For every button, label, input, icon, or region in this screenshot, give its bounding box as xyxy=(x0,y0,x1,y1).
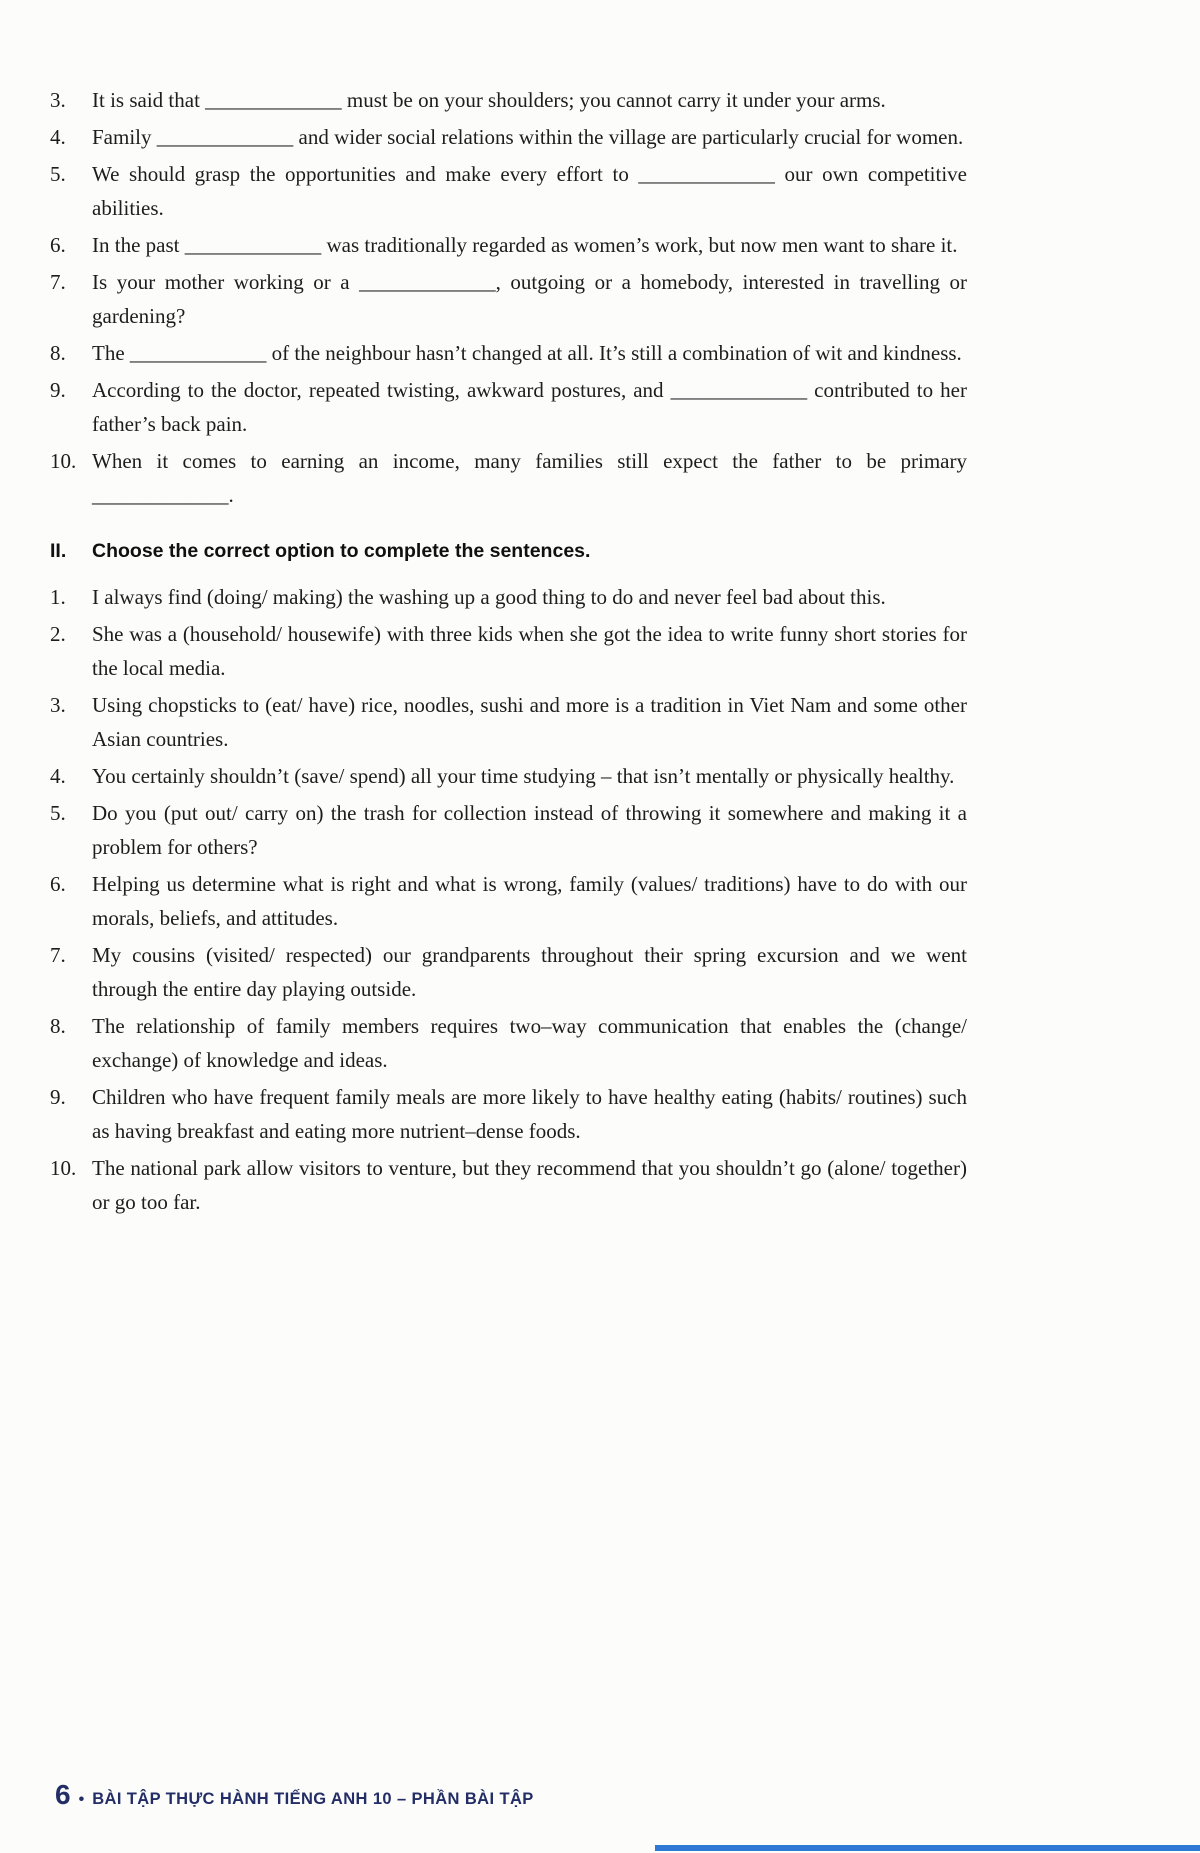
item-text: I always find (doing/ making) the washing up a good thing to do and never feel bad about this. xyxy=(92,585,886,609)
exercise-item xyxy=(50,83,967,117)
item-number: 9. xyxy=(50,378,66,402)
item-number: 10. xyxy=(50,449,77,473)
item-number: 7. xyxy=(50,270,66,294)
exercise-item xyxy=(50,265,967,333)
exercise-item xyxy=(50,688,967,756)
exercise-item xyxy=(50,580,967,614)
item-number: 3. xyxy=(50,88,66,112)
section-heading xyxy=(50,536,967,566)
item-number: 9. xyxy=(50,1085,66,1109)
item-text: Is your mother working or a _____________, outgoing or a homebody, interested in travelling or gardening? xyxy=(92,270,967,328)
item-text: She was a (household/ housewife) with three kids when she got the idea to write funny short stories for the local media. xyxy=(92,622,967,680)
exercise-item xyxy=(50,1009,967,1077)
item-number: 10. xyxy=(50,1156,77,1180)
item-text: Using chopsticks to (eat/ have) rice, noodles, sushi and more is a tradition in Viet Nam and some other Asian countries. xyxy=(92,693,967,751)
item-text: My cousins (visited/ respected) our grandparents throughout their spring excursion and we went through the entire day playing outside. xyxy=(92,943,967,1001)
exercise-item xyxy=(50,228,967,262)
item-text: We should grasp the opportunities and make every effort to _____________ our own competitive abilities. xyxy=(92,162,967,220)
exercise-item xyxy=(50,336,967,370)
item-number: 5. xyxy=(50,162,66,186)
item-text: Helping us determine what is right and what is wrong, family (values/ traditions) have to do with our morals, beliefs, and attitudes. xyxy=(92,872,967,930)
footer-bullet: • xyxy=(78,1791,85,1808)
item-text: Do you (put out/ carry on) the trash for collection instead of throwing it somewhere and making it a problem for others? xyxy=(92,801,967,859)
item-text: The national park allow visitors to venture, but they recommend that you shouldn’t go (alone/ together) or go too far. xyxy=(92,1156,967,1214)
item-text: The relationship of family members requires two–way communication that enables the (change/ exchange) of knowledge and ideas. xyxy=(92,1014,967,1072)
exercise-2-list xyxy=(50,580,967,1219)
item-text: The _____________ of the neighbour hasn’t changed at all. It’s still a combination of wit and kindness. xyxy=(92,341,962,365)
item-text: You certainly shouldn’t (save/ spend) all your time studying – that isn’t mentally or physically healthy. xyxy=(92,764,955,788)
exercise-item xyxy=(50,120,967,154)
exercise-item xyxy=(50,444,967,512)
exercise-item xyxy=(50,373,967,441)
item-number: 2. xyxy=(50,622,66,646)
item-number: 4. xyxy=(50,764,66,788)
item-number: 1. xyxy=(50,585,66,609)
exercise-item xyxy=(50,1080,967,1148)
exercise-item xyxy=(50,796,967,864)
exercise-1-list xyxy=(50,83,967,512)
exercise-item xyxy=(50,867,967,935)
item-text: According to the doctor, repeated twisting, awkward postures, and _____________ contributed to her father’s back pain. xyxy=(92,378,967,436)
exercise-item xyxy=(50,1151,967,1219)
item-number: 4. xyxy=(50,125,66,149)
page-content xyxy=(50,83,967,1222)
item-text: In the past _____________ was traditionally regarded as women’s work, but now men want to share it. xyxy=(92,233,958,257)
scan-edge-line xyxy=(655,1845,1200,1851)
exercise-item xyxy=(50,157,967,225)
item-number: 6. xyxy=(50,233,66,257)
item-number: 7. xyxy=(50,943,66,967)
item-number: 3. xyxy=(50,693,66,717)
item-text: Children who have frequent family meals are more likely to have healthy eating (habits/ routines) such as having breakfast and eating more nutrient–dense foods. xyxy=(92,1085,967,1143)
exercise-item xyxy=(50,617,967,685)
item-number: 5. xyxy=(50,801,66,825)
item-text: It is said that _____________ must be on your shoulders; you cannot carry it under your arms. xyxy=(92,88,886,112)
page-number: 6 xyxy=(55,1779,71,1810)
exercise-item xyxy=(50,759,967,793)
exercise-item xyxy=(50,938,967,1006)
section-number: II. xyxy=(50,540,67,562)
item-number: 8. xyxy=(50,1014,66,1038)
page-footer xyxy=(55,1779,534,1811)
item-text: When it comes to earning an income, many families still expect the father to be primary _____________. xyxy=(92,449,967,507)
item-text: Family _____________ and wider social relations within the village are particularly crucial for women. xyxy=(92,125,964,149)
footer-title: BÀI TẬP THỰC HÀNH TIẾNG ANH 10 – PHẦN BÀI TẬP xyxy=(92,1790,534,1808)
section-title: Choose the correct option to complete the sentences. xyxy=(92,540,591,562)
item-number: 6. xyxy=(50,872,66,896)
item-number: 8. xyxy=(50,341,66,365)
